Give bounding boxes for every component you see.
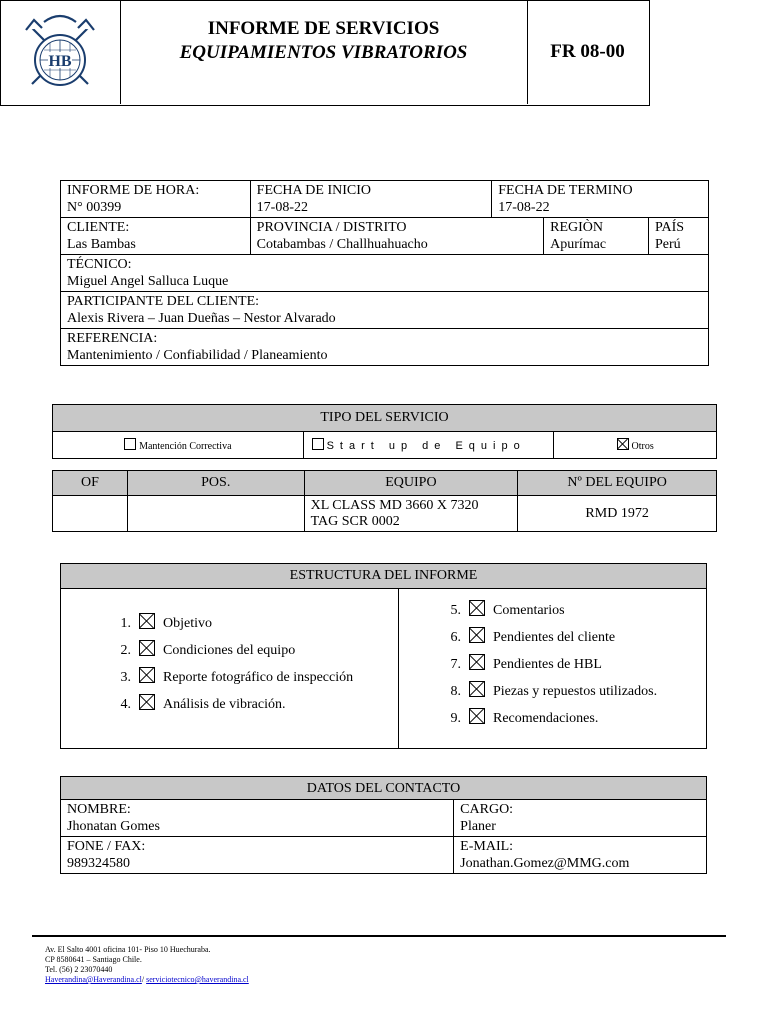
item-number: 7. — [450, 657, 461, 672]
region-value: Apurímac — [550, 237, 607, 252]
checkbox-checked-icon[interactable] — [469, 627, 485, 643]
item-number: 4. — [120, 697, 131, 712]
cell-numero: RMD 1972 — [518, 496, 717, 532]
region-label: REGIÒN — [550, 220, 604, 235]
fone-cell — [61, 837, 454, 874]
cargo-value: Planer — [460, 819, 496, 834]
footer-phone: Tel. (56) 2 23070440 — [45, 965, 113, 974]
info-table — [60, 180, 709, 366]
checkbox-checked-icon[interactable] — [139, 694, 155, 710]
estructura-box — [60, 563, 707, 749]
informe-cell — [61, 181, 251, 218]
provincia-cell — [250, 218, 543, 255]
cell-pos — [127, 496, 304, 532]
option-mantencion[interactable] — [53, 432, 304, 459]
fecha-termino-label: FECHA DE TERMINO — [498, 183, 633, 198]
cliente-cell — [61, 218, 251, 255]
item-label: Recomendaciones. — [493, 711, 599, 726]
fecha-inicio-cell — [250, 181, 492, 218]
equipo-line2: TAG SCR 0002 — [310, 513, 400, 529]
email-link-servicio[interactable]: serviciotecnico@haverandina.cl — [146, 975, 249, 984]
participante-label: PARTICIPANTE DEL CLIENTE: — [67, 294, 260, 309]
item-number: 3. — [120, 670, 131, 685]
tecnico-label: TÉCNICO: — [67, 257, 132, 272]
estructura-title: ESTRUCTURA DEL INFORME — [61, 564, 706, 589]
item-number: 2. — [120, 643, 131, 658]
cell-of — [53, 496, 128, 532]
fecha-termino-cell — [492, 181, 709, 218]
code-cell — [527, 0, 648, 104]
checkbox-checked-icon[interactable] — [469, 681, 485, 697]
contacto-row-2 — [61, 837, 707, 874]
col-header-numero: Nº DEL EQUIPO — [518, 471, 717, 496]
pais-value: Perú — [655, 237, 681, 252]
cargo-cell — [454, 800, 707, 837]
checkbox-checked-icon[interactable] — [469, 654, 485, 670]
footer-divider — [32, 935, 726, 937]
info-row-referencia — [61, 329, 709, 366]
referencia-label: REFERENCIA: — [67, 331, 158, 346]
checkbox-checked-icon[interactable] — [139, 667, 155, 683]
cell-equipo — [304, 496, 518, 532]
info-row-participante — [61, 292, 709, 329]
cargo-label: CARGO: — [460, 802, 514, 817]
item-label: Reporte fotográfico de inspección — [163, 670, 354, 685]
item-label: Análisis de vibración. — [163, 697, 286, 712]
item-number: 8. — [450, 684, 461, 699]
contacto-table — [60, 776, 707, 874]
title-cell — [120, 0, 528, 104]
list-item — [443, 597, 657, 624]
item-number: 5. — [450, 603, 461, 618]
provincia-value: Cotabambas / Challhuahuacho — [256, 237, 428, 252]
referencia-cell — [61, 329, 709, 366]
fecha-termino-value: 17-08-22 — [498, 200, 550, 215]
tecnico-cell — [61, 255, 709, 292]
option-startup-label: Start up de Equipo — [326, 440, 526, 452]
email-cell — [454, 837, 707, 874]
item-label: Piezas y repuestos utilizados. — [493, 684, 658, 699]
cliente-value: Las Bambas — [67, 237, 136, 252]
fone-value: 989324580 — [67, 856, 130, 871]
nombre-value: Jhonatan Gomes — [67, 819, 160, 834]
item-label: Pendientes del cliente — [493, 630, 616, 645]
checkbox-checked-icon[interactable] — [617, 438, 629, 450]
col-header-equipo: EQUIPO — [304, 471, 518, 496]
estructura-divider — [398, 589, 399, 748]
item-number: 1. — [120, 616, 131, 631]
checkbox-checked-icon[interactable] — [469, 708, 485, 724]
estructura-list-right — [443, 597, 657, 732]
participante-value: Alexis Rivera – Juan Dueñas – Nestor Alvarado — [67, 311, 336, 326]
nombre-cell — [61, 800, 454, 837]
footer-postal: CP 8580641 – Santiago Chile. — [45, 955, 142, 964]
col-header-of: OF — [53, 471, 128, 496]
footer-emails — [45, 975, 249, 985]
region-cell — [544, 218, 649, 255]
provincia-label: PROVINCIA / DISTRITO — [256, 220, 407, 235]
form-code: FR 08-00 — [550, 41, 625, 62]
pais-cell — [649, 218, 709, 255]
list-item — [443, 624, 657, 651]
document-header — [0, 0, 650, 106]
list-item — [113, 664, 353, 691]
item-number: 6. — [450, 630, 461, 645]
tipo-servicio-title: TIPO DEL SERVICIO — [53, 405, 717, 432]
list-item — [113, 691, 353, 718]
company-logo — [0, 0, 120, 104]
email-link-haverandina[interactable]: Haverandina@Haverandina.cl — [45, 975, 142, 984]
list-item — [113, 610, 353, 637]
cliente-label: CLIENTE: — [67, 220, 130, 235]
email-label: E-MAIL: — [460, 839, 514, 854]
option-mantencion-label: Mantención Correctiva — [139, 441, 232, 452]
pais-label: PAÍS — [655, 220, 685, 235]
participante-cell — [61, 292, 709, 329]
info-row-cliente — [61, 218, 709, 255]
list-item — [443, 705, 657, 732]
equipo-header-row — [53, 471, 717, 496]
informe-label: INFORME DE HORA: — [67, 183, 200, 198]
item-number: 9. — [450, 711, 461, 726]
contacto-row-1 — [61, 800, 707, 837]
equipo-row — [53, 496, 717, 532]
document-title: INFORME DE SERVICIOS — [207, 18, 440, 39]
checkbox-unchecked-icon[interactable] — [124, 438, 136, 450]
item-label: Comentarios — [493, 603, 565, 618]
nombre-label: NOMBRE: — [67, 802, 131, 817]
option-otros[interactable] — [554, 432, 717, 459]
option-otros-label: Otros — [631, 441, 654, 452]
tipo-servicio-table — [52, 404, 717, 459]
col-header-pos: POS. — [127, 471, 304, 496]
list-item — [443, 678, 657, 705]
equipo-line1: XL CLASS MD 3660 X 7320 — [310, 497, 479, 513]
referencia-value: Mantenimiento / Confiabilidad / Planeamiento — [67, 348, 328, 363]
info-row-dates — [61, 181, 709, 218]
informe-value: N° 00399 — [67, 200, 122, 215]
tecnico-value: Miguel Angel Salluca Luque — [67, 274, 229, 289]
option-startup[interactable] — [303, 432, 554, 459]
estructura-list-left — [113, 610, 353, 718]
footer-address: Av. El Salto 4001 oficina 101- Piso 10 Huechuraba. — [45, 945, 211, 954]
checkbox-checked-icon[interactable] — [139, 640, 155, 656]
fecha-inicio-label: FECHA DE INICIO — [256, 183, 372, 198]
checkbox-unchecked-icon[interactable] — [312, 438, 324, 450]
equipo-table — [52, 470, 717, 532]
footer — [45, 945, 249, 985]
item-label: Condiciones del equipo — [163, 643, 296, 658]
logo-text: HB — [48, 53, 72, 70]
item-label: Pendientes de HBL — [493, 657, 602, 672]
logo-cell — [0, 0, 121, 104]
list-item — [443, 651, 657, 678]
document-subtitle: EQUIPAMIENTOS VIBRATORIOS — [179, 42, 468, 63]
fone-label: FONE / FAX: — [67, 839, 146, 854]
email-value: Jonathan.Gomez@MMG.com — [460, 856, 630, 871]
list-item — [113, 637, 353, 664]
checkbox-checked-icon[interactable] — [469, 600, 485, 616]
contacto-title: DATOS DEL CONTACTO — [61, 777, 707, 800]
footer-separator: / — [141, 975, 147, 984]
item-label: Objetivo — [163, 616, 212, 631]
fecha-inicio-value: 17-08-22 — [256, 200, 308, 215]
checkbox-checked-icon[interactable] — [139, 613, 155, 629]
info-row-tecnico — [61, 255, 709, 292]
